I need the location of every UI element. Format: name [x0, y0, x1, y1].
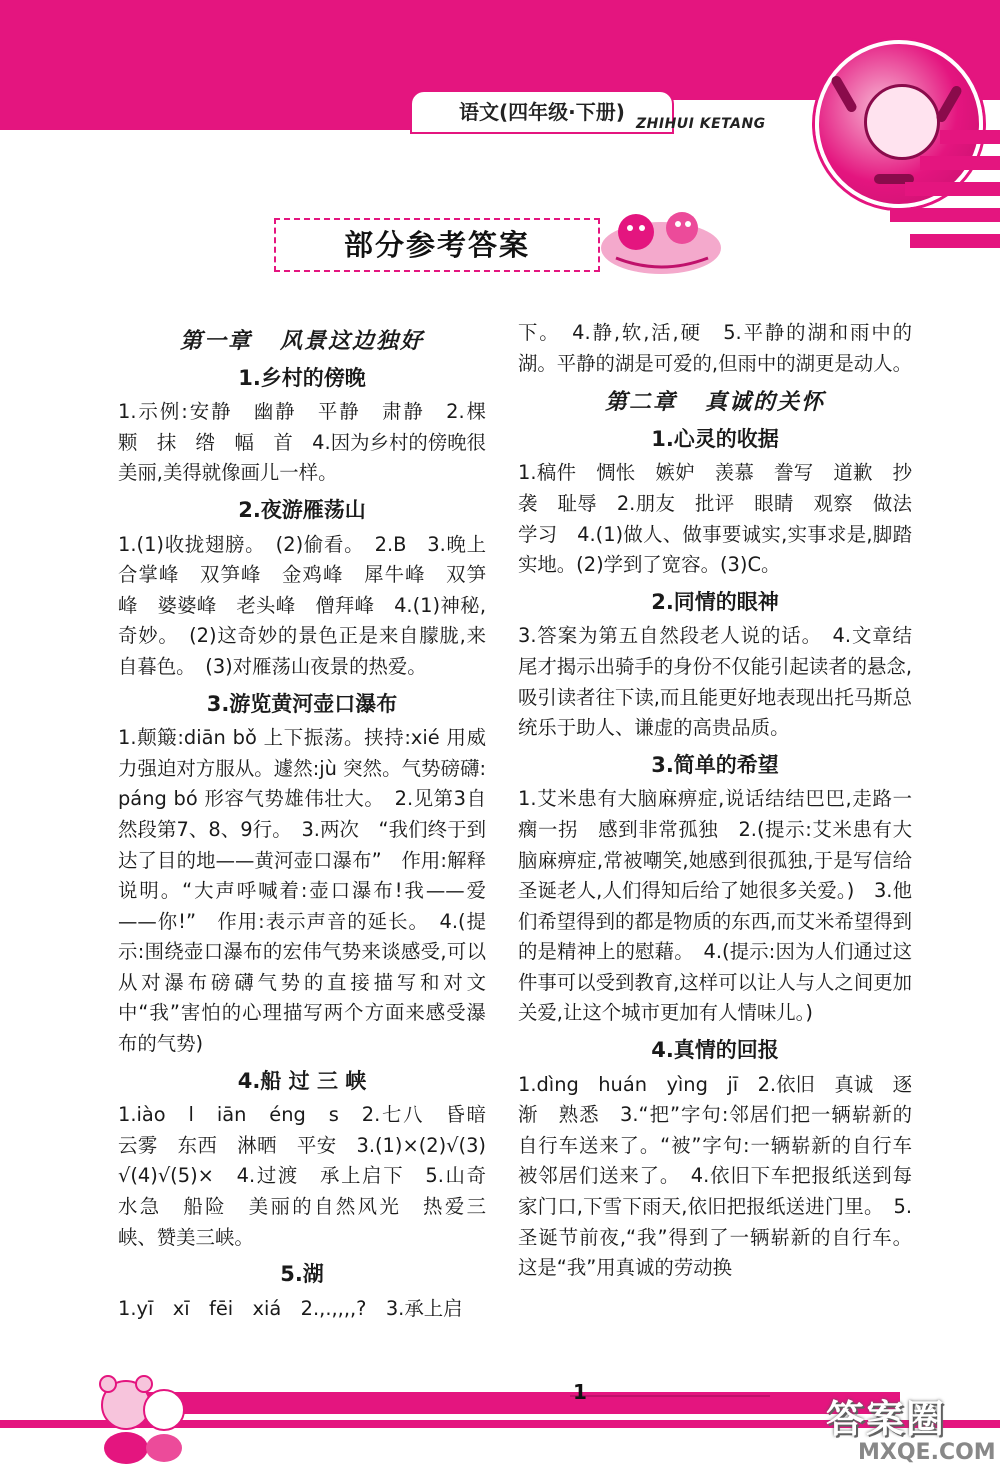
lesson-title: 2.夜游雁荡山: [238, 497, 366, 522]
lesson-title: 5.湖: [280, 1262, 324, 1287]
lesson-title: 4.真情的回报: [651, 1038, 779, 1063]
header-band-lower: [0, 100, 420, 130]
lesson-title: 4.船 过 三 峡: [237, 1068, 367, 1093]
lesson-title: 2.同情的眼神: [651, 589, 779, 614]
chapter-heading: 第一章 风景这边独好: [179, 328, 425, 354]
page-number: 1: [573, 1380, 587, 1404]
brand-label: ZHIHUI KETANG: [636, 116, 766, 132]
answer-text: 下。 4.静,软,活,硬 5.平静的湖和雨中的湖。平静的湖是可爱的,但雨中的湖更是动人。: [518, 321, 912, 375]
watermark-logo: 答案圈: [826, 1397, 947, 1441]
answer-text: 1.示例:安静 幽静 平静 肃静 2.棵 颗 抹 绺 幅 首 4.因为乡村的傍晚很美丽,美得就像画儿一样。: [118, 400, 506, 485]
watermark-url: MXQE.COM: [858, 1440, 996, 1465]
answer-text: 1.稿件 惆怅 嫉妒 羡慕 誊写 道歉 抄袭 耻辱 2.朋友 批评 眼睛 观察 做法 学习 4.(1)做人、做事要诚实,实事求是,脚踏实地。(2)学到了宽容。(3)C。: [518, 461, 932, 577]
lesson-title: 3.游览黄河壶口瀑布: [206, 691, 398, 716]
page-title: 部分参考答案: [274, 218, 600, 272]
left-column: [118, 318, 506, 1324]
answer-text: 1.颠簸:diān bǒ 上下振荡。挟持:xié 用威力强迫对方服从。遽然:jù 突然。气势磅礴:páng bó 形容气势雄伟壮大。 2.见第3自然段第7、8、9行。 3.两次 “我们终于到达了目的地——黄河壶口瀑布” 作用:解释说明。“大声呼喊着:壶口瀑布!我——爱——你!” 作用:表示声音的延长。 4.(提示:围绕壶口瀑布的宏伟气势来谈感受,可以从对瀑布磅礴气势的直接描写和对文中“我”害怕的心理描写两个方面来感受瀑布的气势): [118, 726, 486, 1056]
lesson-title: 1.心灵的收据: [651, 426, 779, 451]
answer-text: 3.答案为第五自然段老人说的话。 4.文章结尾才揭示出骑手的身份不仅能引起读者的悬念,吸引读者往下读,而且能更好地表现出托马斯总统乐于助人、谦虚的高贵品质。: [518, 624, 912, 740]
cartoon-bear-icon: [86, 1360, 196, 1470]
subject-label: 语文(四年级·下册): [410, 90, 674, 134]
answer-text: 1.iào l iān éng s 2.七八 昏暗 云雾 东西 淋晒 平安 3.(1)×(2)√(3)√(4)√(5)× 4.过渡 承上启下 5.山奇 水急 船险 美丽的自然风光 热爱三峡、赞美三峡。: [118, 1103, 506, 1249]
footer-band: [140, 1392, 900, 1414]
side-stripes: [890, 130, 1000, 260]
lesson-title: 3.简单的希望: [651, 752, 779, 777]
lesson-title: 1.乡村的傍晚: [238, 365, 366, 390]
answer-text: 1.(1)收拢翅膀。 (2)偷看。 2.B 3.晚上 合掌峰 双笋峰 金鸡峰 犀牛峰 双笋峰 婆婆峰 老头峰 僧拜峰 4.(1)神秘,奇妙。 (2)这奇妙的景色正是来自朦胧,来自暮色。 (3)对雁荡山夜景的热爱。: [118, 532, 506, 678]
page-number-rule: [570, 1395, 770, 1397]
right-column: [518, 318, 932, 1284]
answer-text: 1.yī xī fēi xiá 2.,.,,,,? 3.承上启: [118, 1296, 463, 1320]
cartoon-characters-icon: [596, 198, 726, 278]
answer-text: 1.dìng huán yìng jī 2.依旧 真诚 逐渐 熟悉 3.“把”字句:邻居们把一辆崭新的自行车送来了。“被”字句:一辆崭新的自行车被邻居们送来了。 4.依旧下车把报纸送到每家门口,下雪下雨天,依旧把报纸送进门里。 5.圣诞节前夜,“我”得到了一辆崭新的自行车。这是“我”用真诚的劳动换: [518, 1072, 912, 1280]
answer-text: 1.艾米患有大脑麻痹症,说话结结巴巴,走路一瘸一拐 感到非常孤独 2.(提示:艾米患有大脑麻痹症,常被嘲笑,她感到很孤独,于是写信给圣诞老人,人们得知后给了她很多关爱。) 3.他们希望得到的都是物质的东西,而艾米希望得到的是精神上的慰藉。 4.(提示:因为人们通过这件事可以受到教育,这样可以让人与人之间更加关爱,让这个城市更加有人情味儿。): [518, 787, 912, 1025]
chapter-heading: 第二章 真诚的关怀: [604, 389, 826, 416]
